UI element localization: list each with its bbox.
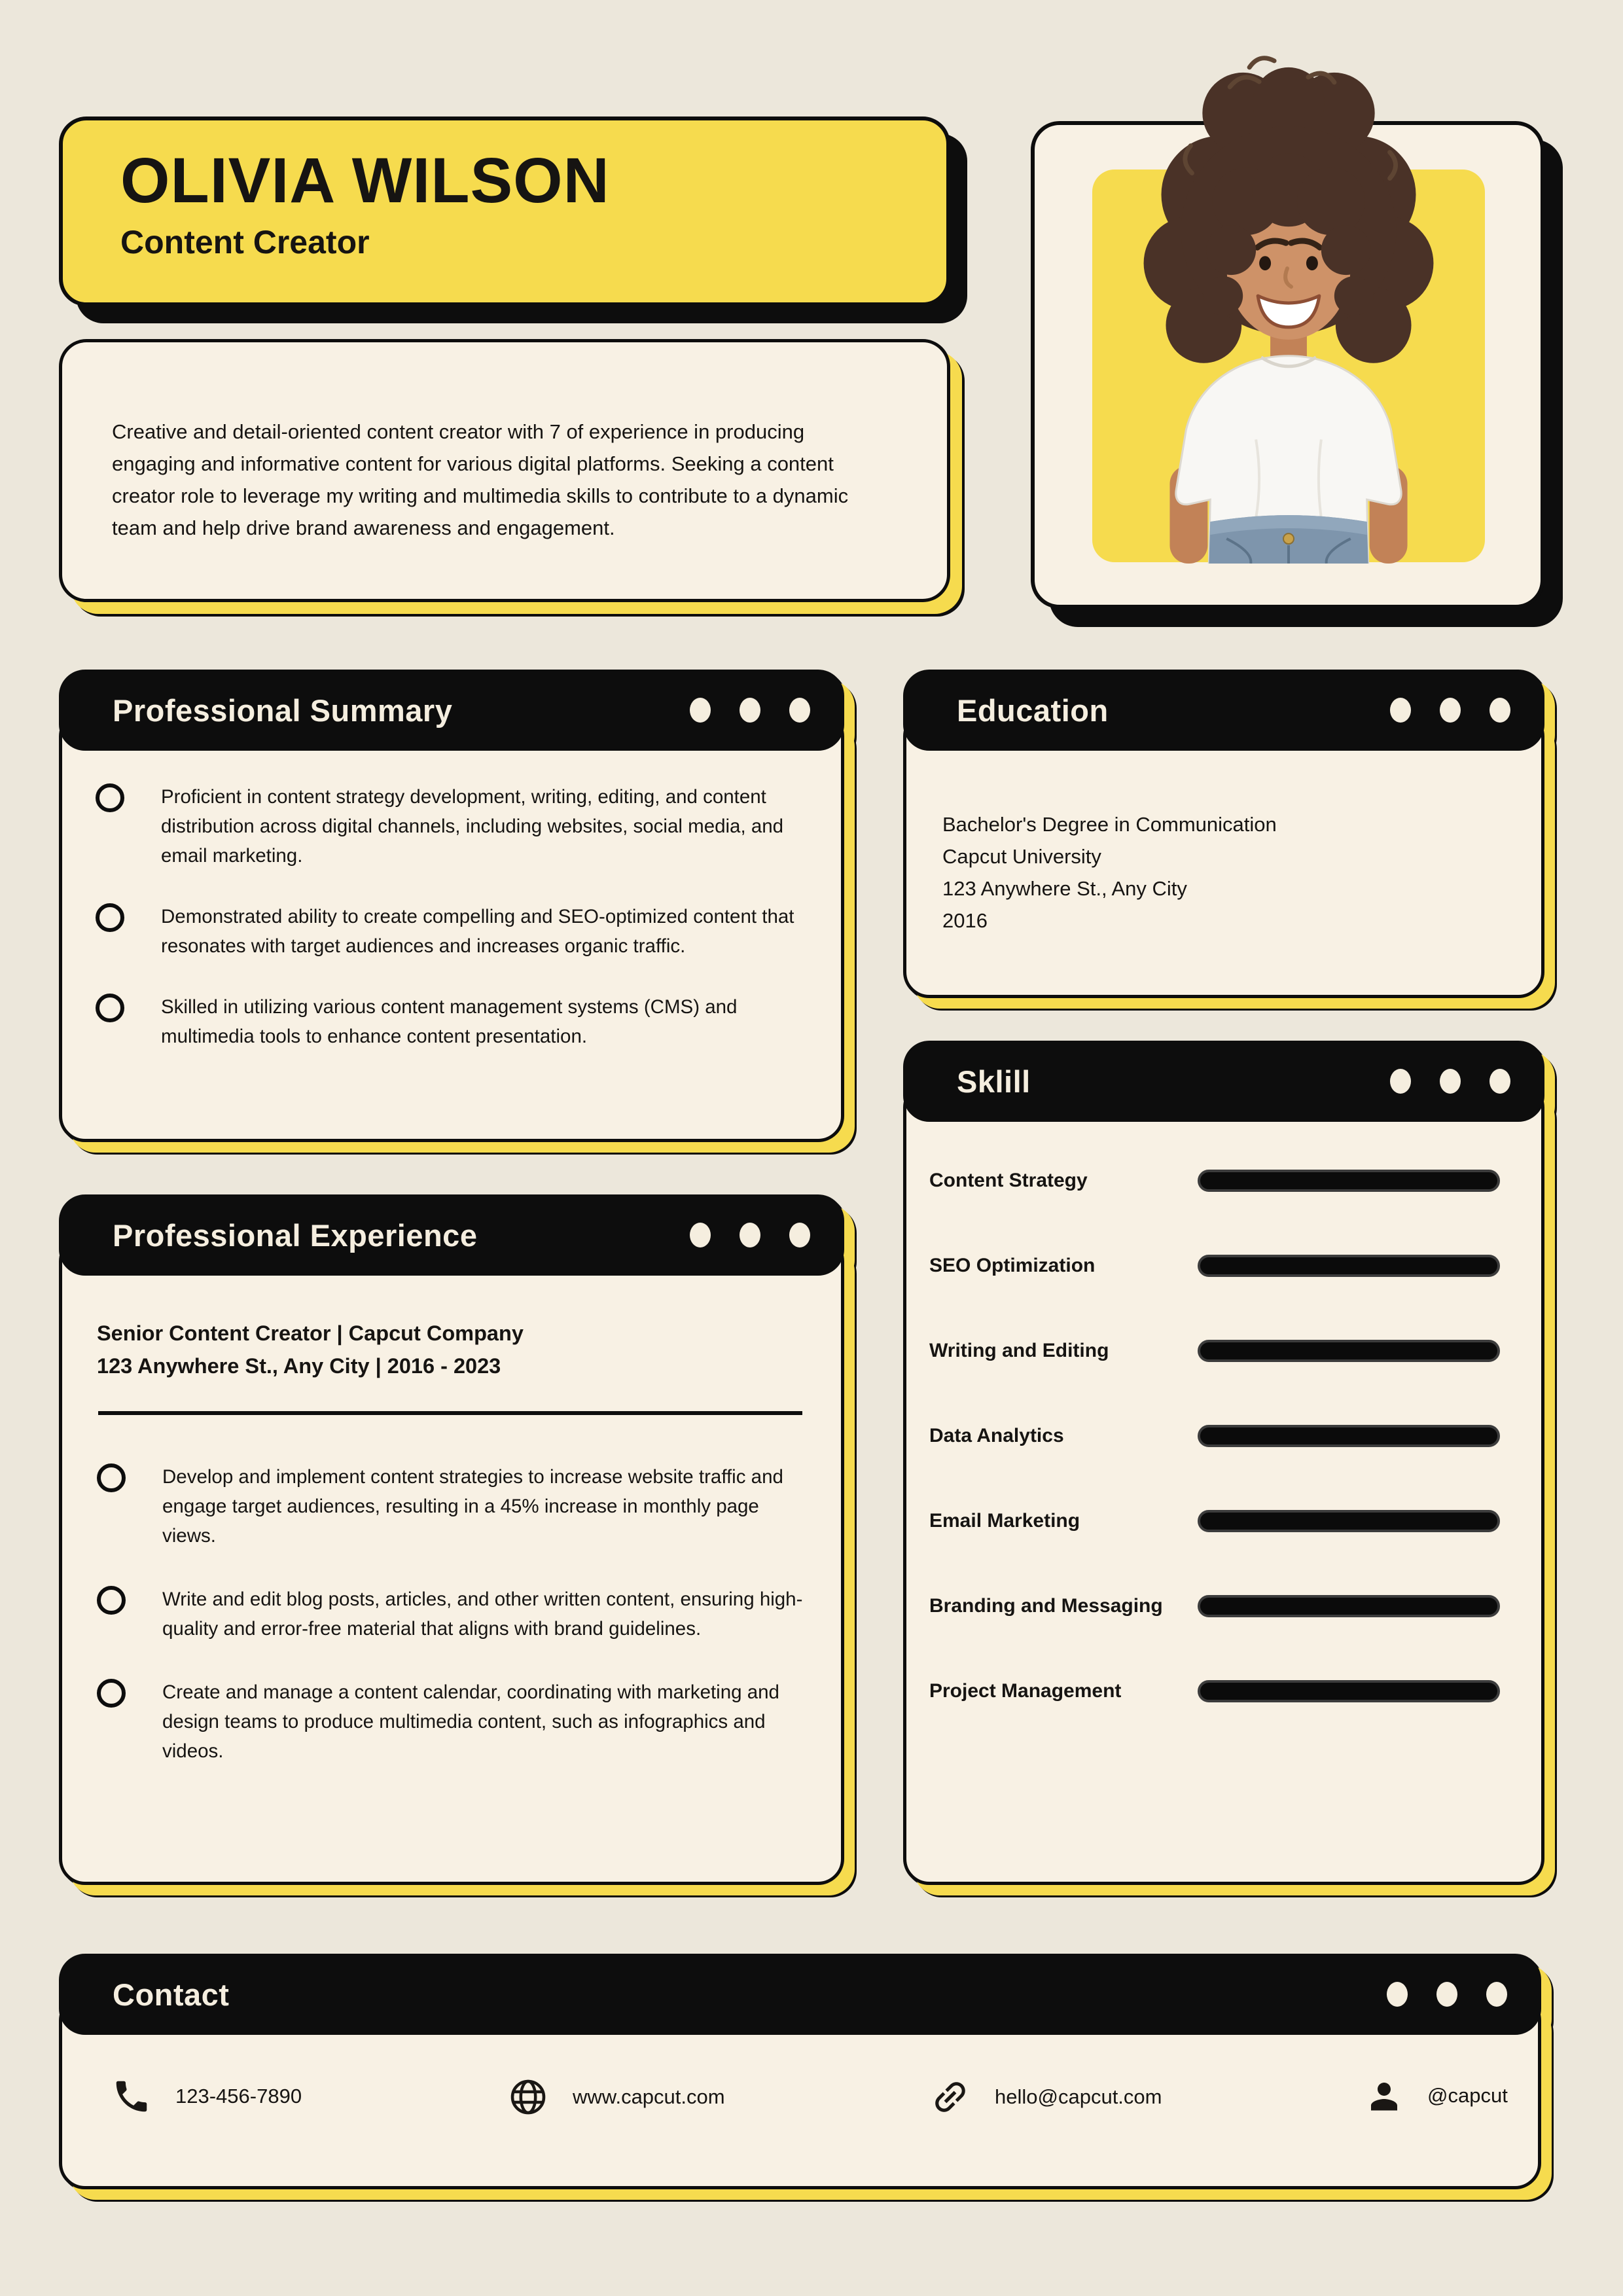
intro-card — [59, 339, 950, 602]
skill-label: Email Marketing — [929, 1510, 1080, 1532]
section-education — [903, 670, 1544, 998]
summary-bullet-text: Demonstrated ability to create compelling and SEO-optimized content that resonates with target audiences and increases organic traffic. — [161, 906, 794, 957]
education-title: Education — [957, 692, 1109, 728]
education-address: 123 Anywhere St., Any City — [942, 877, 1187, 900]
photo-card — [1031, 121, 1544, 609]
experience-bullet — [97, 1585, 804, 1643]
experience-bullet-text: Create and manage a content calendar, coordinating with marketing and design teams to produce multimedia content, such as infographics and videos. — [162, 1681, 779, 1762]
skill-bar — [1198, 1595, 1500, 1617]
globe-icon — [507, 2076, 549, 2118]
contact-email-text: hello@capcut.com — [995, 2085, 1162, 2108]
bullet-circle-icon — [96, 994, 124, 1022]
bullet-circle-icon — [97, 1679, 126, 1708]
section-skills — [903, 1041, 1544, 1885]
section-professional-summary — [59, 670, 844, 1142]
divider — [98, 1411, 802, 1415]
contact-phone — [111, 2076, 302, 2117]
name-card — [59, 117, 950, 306]
skill-bar — [1198, 1510, 1500, 1532]
skill-bar — [1198, 1340, 1500, 1362]
skill-label: Content Strategy — [929, 1170, 1088, 1191]
education-degree: Bachelor's Degree in Communication — [942, 813, 1277, 836]
skill-bar — [1198, 1425, 1500, 1447]
contact-title: Contact — [113, 1977, 230, 2012]
contact-handle — [1364, 2076, 1508, 2115]
skill-bar — [1198, 1170, 1500, 1192]
person-name: OLIVIA WILSON — [120, 145, 610, 216]
summary-bullet — [96, 782, 804, 870]
experience-bullet — [97, 1462, 804, 1551]
skill-row — [929, 1170, 1500, 1192]
section-contact — [59, 1954, 1541, 2189]
phone-icon — [111, 2076, 152, 2117]
skill-label: Project Management — [929, 1680, 1122, 1702]
contact-website-text: www.capcut.com — [573, 2085, 725, 2108]
skill-row — [929, 1680, 1500, 1702]
job-meta: 123 Anywhere St., Any City | 2016 - 2023 — [97, 1354, 501, 1378]
portrait-photo — [1092, 48, 1485, 564]
contact-email — [929, 2076, 1162, 2118]
bullet-circle-icon — [97, 1586, 126, 1615]
skill-label: Writing and Editing — [929, 1340, 1109, 1361]
skill-label: Data Analytics — [929, 1425, 1064, 1446]
intro-text: Creative and detail-oriented content creator with 7 of experience in producing engaging and informative content for various digital platforms. Seeking a content creator role to leverage my writing and multimedia skills to contribute to a dynamic team and help drive brand awareness and engagement. — [112, 420, 849, 539]
section-professional-experience — [59, 1194, 844, 1885]
skill-label: SEO Optimization — [929, 1255, 1096, 1276]
experience-bullet-text: Write and edit blog posts, articles, and other written content, ensuring high-quality and error-free material that aligns with brand guidelines. — [162, 1588, 803, 1640]
skill-row — [929, 1255, 1500, 1277]
contact-handle-text: @capcut — [1427, 2084, 1508, 2107]
summary-bullet — [96, 992, 804, 1051]
experience-bullet-text: Develop and implement content strategies to increase website traffic and engage target audiences, resulting in a 45% increase in monthly page views. — [162, 1466, 783, 1547]
skill-row — [929, 1425, 1500, 1447]
bullet-circle-icon — [97, 1463, 126, 1492]
contact-website — [507, 2076, 725, 2118]
experience-title: Professional Experience — [113, 1217, 478, 1253]
education-year: 2016 — [942, 909, 988, 932]
bullet-circle-icon — [96, 783, 124, 812]
job-title: Senior Content Creator | Capcut Company — [97, 1321, 524, 1345]
experience-bullet — [97, 1677, 804, 1766]
contact-phone-text: 123-456-7890 — [175, 2085, 302, 2108]
summary-title: Professional Summary — [113, 692, 453, 728]
person-role: Content Creator — [120, 223, 370, 260]
summary-bullet — [96, 902, 804, 961]
skill-row — [929, 1510, 1500, 1532]
education-school: Capcut University — [942, 845, 1101, 868]
skill-bar — [1198, 1255, 1500, 1277]
skills-title: Sklill — [957, 1064, 1031, 1099]
summary-bullet-text: Proficient in content strategy development, writing, editing, and content distribution across digital channels, including websites, social media, and email marketing. — [161, 786, 784, 867]
skill-bar — [1198, 1680, 1500, 1702]
summary-bullet-text: Skilled in utilizing various content management systems (CMS) and multimedia tools to enhance content presentation. — [161, 996, 738, 1047]
person-icon — [1364, 2076, 1404, 2115]
skill-label: Branding and Messaging — [929, 1595, 1163, 1617]
link-icon — [929, 2076, 971, 2118]
skill-row — [929, 1340, 1500, 1362]
skill-row — [929, 1595, 1500, 1617]
bullet-circle-icon — [96, 903, 124, 932]
